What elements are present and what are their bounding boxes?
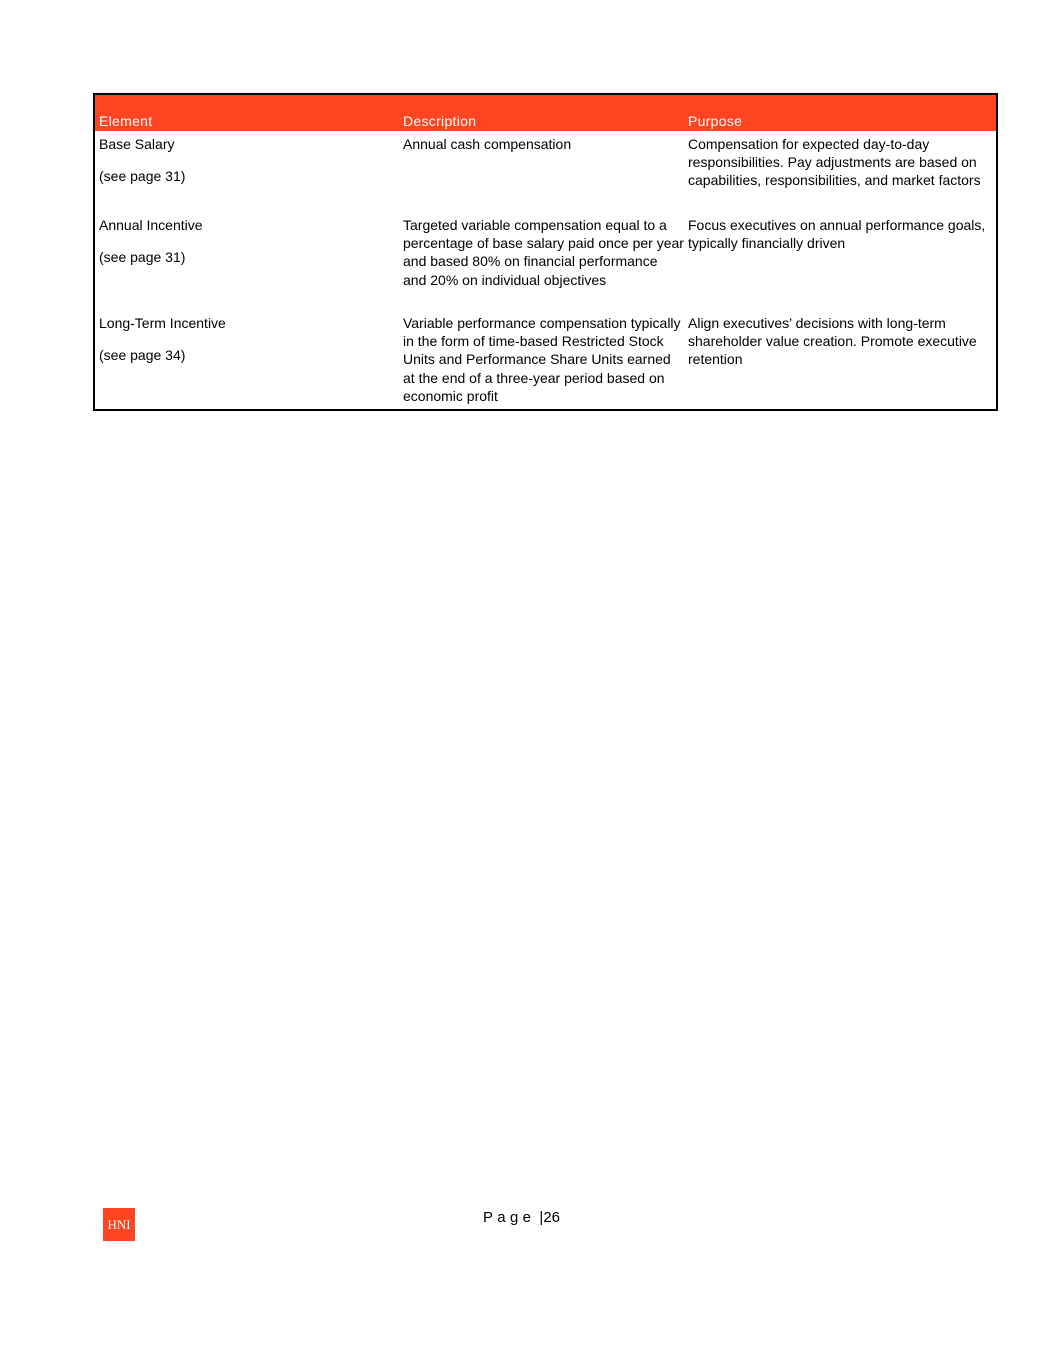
table-header-row bbox=[95, 95, 996, 131]
purpose-cell: Align executives’ decisions with long-term shareholder value creation. Promote executive retention bbox=[688, 315, 977, 368]
logo-text: HNI bbox=[107, 1216, 131, 1232]
element-name: Base Salary bbox=[99, 136, 175, 152]
page-separator: | bbox=[539, 1209, 544, 1226]
compensation-elements-table bbox=[93, 93, 998, 411]
page-reference: (see page 31) bbox=[99, 168, 186, 185]
page-number-value: 26 bbox=[543, 1209, 560, 1226]
element-name: Annual Incentive bbox=[99, 217, 203, 233]
description-cell: Annual cash compensation bbox=[403, 136, 572, 152]
table-row bbox=[95, 131, 996, 216]
page-reference: (see page 31) bbox=[99, 249, 186, 266]
element-name: Long-Term Incentive bbox=[99, 315, 226, 331]
hni-logo bbox=[103, 1208, 135, 1241]
element-cell bbox=[95, 135, 399, 216]
purpose-cell: Focus executives on annual performance goals, typically financially driven bbox=[688, 217, 986, 252]
element-cell bbox=[95, 216, 399, 313]
description-cell: Variable performance compensation typically in the form of time-based Restricted Stock Units and Performance Share Units earned at the end of a three-year period based on economic profit bbox=[403, 315, 681, 404]
header-element: Element bbox=[99, 113, 153, 129]
table-row bbox=[95, 313, 996, 409]
purpose-cell: Compensation for expected day-to-day responsibilities. Pay adjustments are based on capabilities, responsibilities, and market factors bbox=[688, 136, 981, 189]
element-cell bbox=[95, 314, 399, 409]
page-reference: (see page 34) bbox=[99, 347, 186, 364]
description-cell: Targeted variable compensation equal to a percentage of base salary paid once per year and based 80% on financial performance and 20% on individual objectives bbox=[403, 217, 684, 288]
header-description: Description bbox=[403, 113, 477, 129]
page-label: Page bbox=[483, 1209, 536, 1226]
header-purpose: Purpose bbox=[688, 113, 743, 129]
page-footer bbox=[483, 1209, 560, 1227]
table-row bbox=[95, 216, 996, 313]
